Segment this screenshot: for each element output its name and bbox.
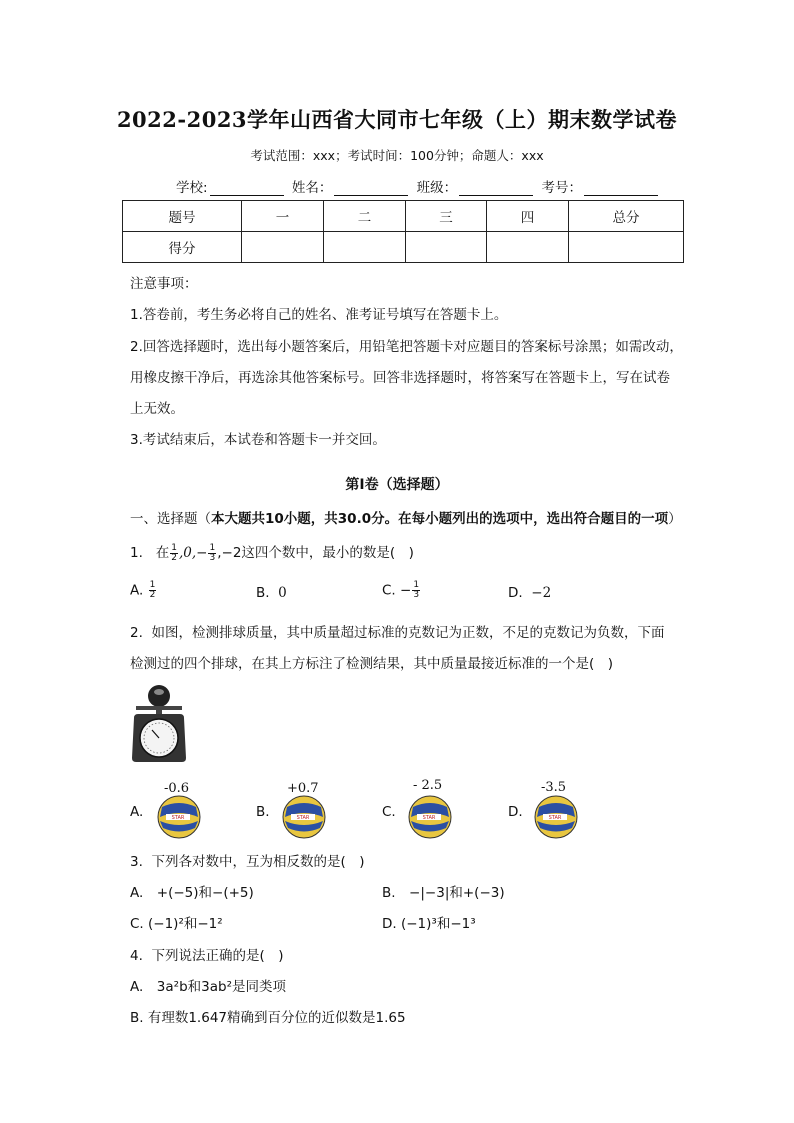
score-cell[interactable] <box>569 232 684 263</box>
exam-subtitle: 考试范围：xxx；考试时间：100分钟；命题人：xxx <box>250 148 544 163</box>
frac-num: 1 <box>171 542 177 553</box>
fraction-half <box>149 581 157 600</box>
score-table-score-row <box>123 232 684 263</box>
number-blank[interactable] <box>584 181 658 196</box>
volleyball-icon <box>282 795 326 839</box>
school-blank[interactable] <box>210 181 284 196</box>
section-title: 第I卷（选择题） <box>345 477 449 493</box>
score-cell[interactable] <box>324 232 406 263</box>
header-cell: 题号 <box>123 201 242 232</box>
note-item: 上无效。 <box>130 401 184 417</box>
q3-option-b[interactable]: B. −|−3|和+(−3) <box>382 885 505 901</box>
ball-b-value: +0.7 <box>287 781 319 796</box>
question-2-line-1 <box>130 621 664 641</box>
note-item: 用橡皮擦干净后，再选涂其他答案标号。回答非选择题时，将答案写在答题卡上，写在试卷 <box>130 370 670 386</box>
part-one-heading <box>130 507 682 527</box>
class-blank[interactable] <box>459 181 533 196</box>
class-label: 班级： <box>416 180 458 196</box>
header-cell: 一 <box>242 201 324 232</box>
part-one-lead: 一、选择题（ <box>130 511 211 527</box>
ball-c-value: - 2.5 <box>413 778 443 793</box>
score-cell[interactable] <box>242 232 324 263</box>
question-1 <box>130 541 414 563</box>
q2-text: 如图，检测排球质量，其中质量超过标准的克数记为正数，不足的克数记为负数，下面 <box>151 625 665 641</box>
q1-number: 1. <box>130 545 143 561</box>
fraction-half <box>170 544 178 563</box>
note-item: 3.考试结束后，本试卷和答题卡一并交回。 <box>130 432 386 448</box>
q1-pre: 在 <box>155 545 170 561</box>
q4-number: 4. <box>130 948 143 964</box>
q3-text: 下列各对数中，互为相反数的是( ) <box>151 854 365 870</box>
volleyball-icon <box>408 795 452 839</box>
score-cell[interactable] <box>406 232 487 263</box>
name-label: 姓名： <box>291 180 333 196</box>
frac-den: 2 <box>149 590 156 600</box>
q3-option-c[interactable]: C. (−1)²和−1² <box>130 916 223 932</box>
school-label: 学校: <box>176 180 208 196</box>
q1-option-b[interactable] <box>256 585 287 601</box>
q2-option-c[interactable]: C. <box>382 804 396 820</box>
q2-option-b[interactable]: B. <box>256 804 270 820</box>
q2-option-d[interactable]: D. <box>508 804 523 820</box>
fraction-third <box>208 544 216 563</box>
frac-den: 2 <box>171 552 177 563</box>
frac-num: 1 <box>209 542 216 553</box>
option-letter: B. <box>256 585 270 601</box>
option-value: −2 <box>531 585 552 601</box>
volleyball-icon <box>157 795 201 839</box>
svg-text:STAR: STAR <box>296 815 310 821</box>
ball-d-value: -3.5 <box>541 780 567 795</box>
option-value: 0 <box>278 585 287 601</box>
note-item: 2.回答选择题时，选出每小题答案后，用铅笔把答题卡对应题目的答案标号涂黑；如需改动， <box>130 339 683 355</box>
q1-mid1: ,0,− <box>179 545 208 561</box>
ball-a-value: -0.6 <box>164 781 190 796</box>
frac-den: 3 <box>413 590 420 600</box>
question-3 <box>130 850 365 870</box>
question-2-line-2: 检测过的四个排球，在其上方标注了检测结果，其中质量最接近标准的一个是( ) <box>130 656 614 672</box>
frac-den: 3 <box>209 552 216 563</box>
q1-option-a[interactable] <box>130 581 157 600</box>
scale-icon <box>128 684 190 764</box>
question-4 <box>130 944 284 964</box>
q1-option-d[interactable] <box>508 585 551 601</box>
number-label: 考号： <box>541 180 582 196</box>
q4-text: 下列说法正确的是( ) <box>151 948 284 964</box>
q3-number: 3. <box>130 854 143 870</box>
q3-option-a[interactable]: A. +(−5)和−(+5) <box>130 885 254 901</box>
frac-num: 1 <box>149 580 156 590</box>
note-item: 1.答卷前，考生务必将自己的姓名、准考证号填写在答题卡上。 <box>130 307 508 323</box>
frac-num: 1 <box>413 580 420 590</box>
svg-text:STAR: STAR <box>422 815 436 821</box>
option-letter: C. <box>382 582 396 599</box>
score-table-header-row <box>123 201 684 232</box>
q2-number: 2. <box>130 625 143 641</box>
part-one-tail: ） <box>668 511 682 527</box>
header-cell: 总分 <box>569 201 684 232</box>
score-table <box>122 200 684 263</box>
fraction-third <box>412 581 420 600</box>
student-info-line <box>176 176 662 196</box>
q2-option-a[interactable]: A. <box>130 804 144 820</box>
svg-text:STAR: STAR <box>171 815 185 821</box>
option-value: − <box>400 582 412 599</box>
q1-mid2: ,−2这四个数中，最小的数是( ) <box>217 545 414 561</box>
option-letter: A. <box>130 582 144 599</box>
notes-heading: 注意事项： <box>130 276 198 292</box>
header-cell: 二 <box>324 201 406 232</box>
header-cell: 四 <box>487 201 569 232</box>
score-cell[interactable] <box>487 232 569 263</box>
header-cell: 三 <box>406 201 487 232</box>
name-blank[interactable] <box>334 181 408 196</box>
svg-text:STAR: STAR <box>548 815 562 821</box>
score-row-label: 得分 <box>123 232 242 263</box>
q3-option-d[interactable]: D. (−1)³和−1³ <box>382 916 476 932</box>
q4-option-b[interactable]: B. 有理数1.647精确到百分位的近似数是1.65 <box>130 1010 406 1026</box>
option-letter: D. <box>508 585 523 601</box>
q1-option-c[interactable] <box>382 581 421 600</box>
q4-option-a[interactable]: A. 3a²b和3ab²是同类项 <box>130 979 286 995</box>
part-one-bold: 本大题共10小题，共30.0分。在每小题列出的选项中，选出符合题目的一项 <box>211 511 669 527</box>
exam-title: 2022-2023学年山西省大同市七年级（上）期末数学试卷 <box>116 107 678 132</box>
volleyball-icon <box>534 795 578 839</box>
